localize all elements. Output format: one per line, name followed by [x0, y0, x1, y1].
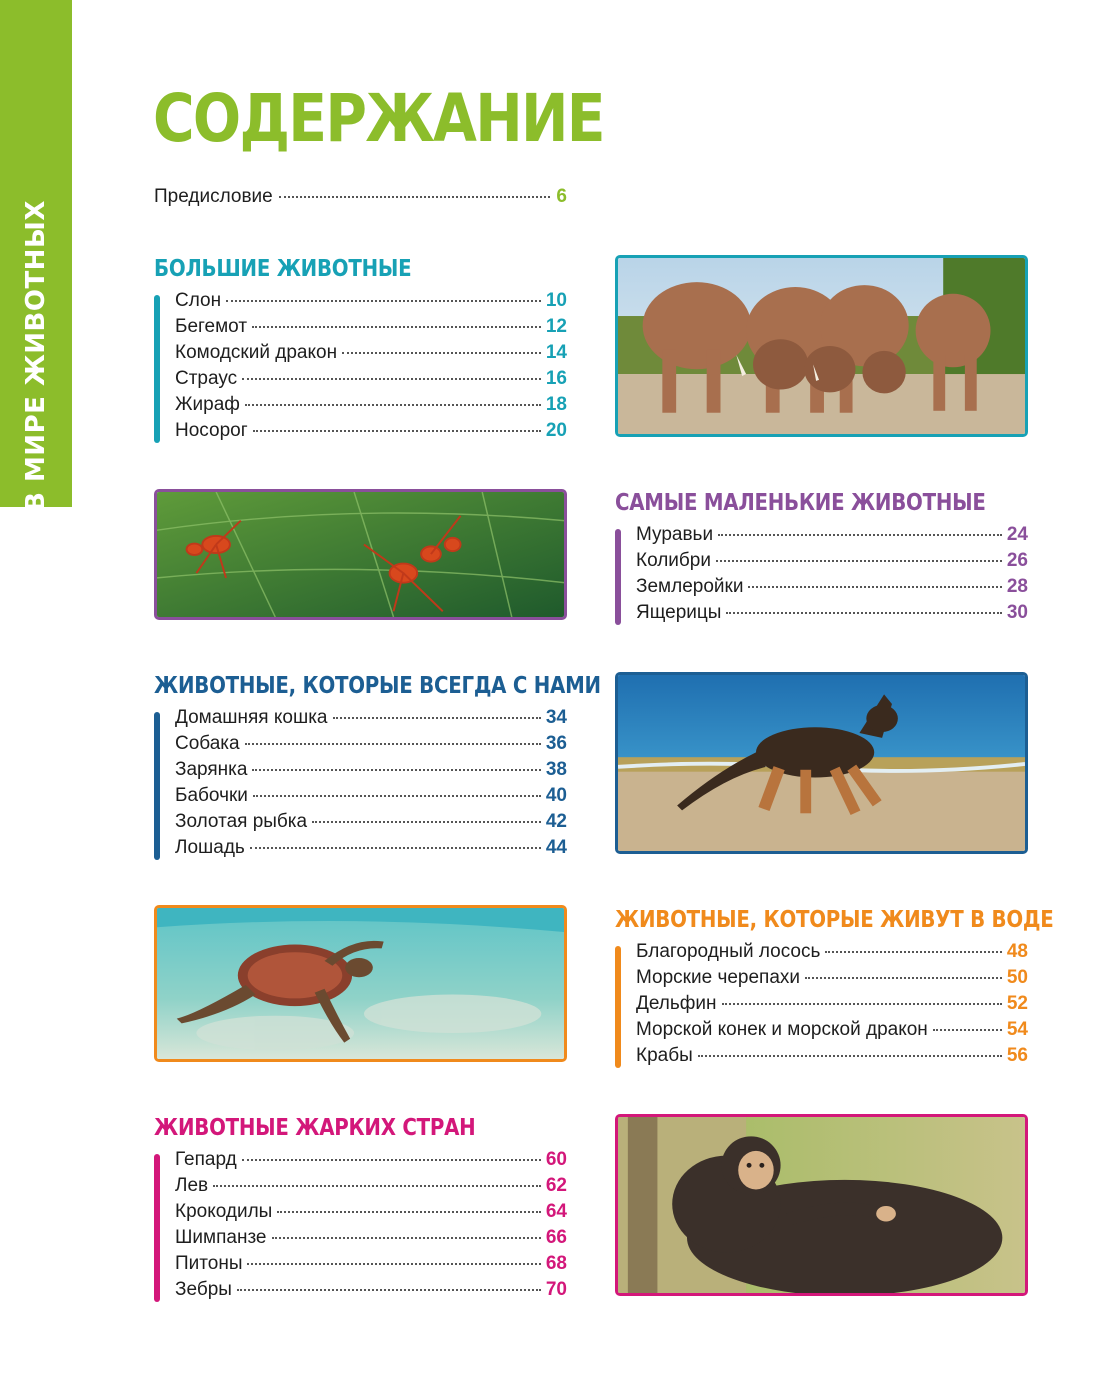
- leader-dots: [933, 1029, 1002, 1031]
- entry-label: Гепард: [175, 1149, 237, 1170]
- entry-label: Землеройки: [636, 576, 744, 597]
- entry-label: Лев: [175, 1175, 209, 1196]
- entry-page-number: 14: [545, 342, 567, 363]
- entry-page-number: 48: [1006, 941, 1028, 962]
- entry-list: [154, 707, 567, 863]
- preface-page: 6: [556, 186, 567, 207]
- entry-label: Крабы: [636, 1045, 693, 1066]
- leader-dots: [718, 534, 1002, 536]
- toc-entry[interactable]: [175, 837, 567, 863]
- preface-label: Предисловие: [154, 186, 273, 207]
- entry-list: [615, 941, 1028, 1071]
- entry-page-number: 26: [1006, 550, 1028, 571]
- toc-entry[interactable]: [175, 1227, 567, 1253]
- entry-label: Домашняя кошка: [175, 707, 328, 728]
- entry-label: Зарянка: [175, 759, 248, 780]
- entry-page-number: 36: [545, 733, 567, 754]
- toc-entry[interactable]: [636, 993, 1028, 1019]
- entry-page-number: 42: [545, 811, 567, 832]
- leader-dots: [312, 821, 541, 823]
- turtle-photo: [154, 905, 567, 1062]
- toc-entry[interactable]: [636, 1045, 1028, 1071]
- toc-entry[interactable]: [636, 967, 1028, 993]
- entry-label: Муравьи: [636, 524, 714, 545]
- toc-entry[interactable]: [175, 811, 567, 837]
- toc-entry[interactable]: [636, 941, 1028, 967]
- entry-page-number: 56: [1006, 1045, 1028, 1066]
- entry-page-number: 68: [545, 1253, 567, 1274]
- toc-entry[interactable]: [175, 420, 567, 446]
- entry-label: Носорог: [175, 420, 248, 441]
- entry-page-number: 60: [545, 1149, 567, 1170]
- entry-page-number: 54: [1006, 1019, 1028, 1040]
- leader-dots: [237, 1289, 541, 1291]
- toc-entry[interactable]: [175, 1201, 567, 1227]
- entry-label: Дельфин: [636, 993, 717, 1014]
- entry-label: Бегемот: [175, 316, 248, 337]
- leader-dots: [253, 795, 541, 797]
- entry-page-number: 30: [1006, 602, 1028, 623]
- entry-page-number: 38: [545, 759, 567, 780]
- ants-photo: [154, 489, 567, 620]
- leader-dots: [253, 430, 541, 432]
- toc-entry[interactable]: [175, 394, 567, 420]
- leader-dots: [226, 300, 541, 302]
- entry-label: Морские черепахи: [636, 967, 801, 988]
- toc-entry[interactable]: [175, 1279, 567, 1305]
- page-title: СОДЕРЖАНИЕ: [153, 80, 604, 157]
- leader-dots: [245, 404, 541, 406]
- entry-page-number: 62: [545, 1175, 567, 1196]
- entry-page-number: 64: [545, 1201, 567, 1222]
- entry-list: [615, 524, 1028, 628]
- entry-page-number: 70: [545, 1279, 567, 1300]
- entry-label: Собака: [175, 733, 240, 754]
- entry-page-number: 20: [545, 420, 567, 441]
- entry-label: Комодский дракон: [175, 342, 338, 363]
- toc-entry[interactable]: [175, 785, 567, 811]
- section-title: ЖИВОТНЫЕ, КОТОРЫЕ ВСЕГДА С НАМИ: [154, 673, 601, 699]
- toc-entry[interactable]: [636, 576, 1028, 602]
- toc-entry[interactable]: [175, 1175, 567, 1201]
- leader-dots: [825, 951, 1001, 953]
- leader-dots: [252, 769, 540, 771]
- entry-label: Зебры: [175, 1279, 232, 1300]
- toc-entry[interactable]: [175, 759, 567, 785]
- dog-photo: [615, 672, 1028, 854]
- entry-label: Жираф: [175, 394, 240, 415]
- entry-label: Слон: [175, 290, 222, 311]
- leader-dots: [279, 196, 551, 198]
- entry-label: Шимпанзе: [175, 1227, 267, 1248]
- toc-entry[interactable]: [175, 342, 567, 368]
- entry-label: Золотая рыбка: [175, 811, 308, 832]
- leader-dots: [242, 378, 541, 380]
- entry-label: Морской конек и морской дракон: [636, 1019, 928, 1040]
- leader-dots: [333, 717, 541, 719]
- entry-page-number: 40: [545, 785, 567, 806]
- leader-dots: [245, 743, 541, 745]
- entry-page-number: 66: [545, 1227, 567, 1248]
- entry-page-number: 16: [545, 368, 567, 389]
- entry-page-number: 52: [1006, 993, 1028, 1014]
- leader-dots: [726, 612, 1001, 614]
- entry-page-number: 12: [545, 316, 567, 337]
- leader-dots: [247, 1263, 540, 1265]
- toc-entry[interactable]: [636, 550, 1028, 576]
- toc-entry[interactable]: [175, 290, 567, 316]
- entry-page-number: 44: [545, 837, 567, 858]
- section-title: БОЛЬШИЕ ЖИВОТНЫЕ: [154, 256, 412, 282]
- toc-entry[interactable]: [175, 733, 567, 759]
- leader-dots: [277, 1211, 541, 1213]
- section-title: САМЫЕ МАЛЕНЬКИЕ ЖИВОТНЫЕ: [615, 490, 986, 516]
- section-big-animals: [154, 256, 567, 446]
- section-companion-animals: [154, 673, 601, 863]
- leader-dots: [698, 1055, 1002, 1057]
- entry-list: [154, 290, 567, 446]
- elephants-photo: [615, 255, 1028, 437]
- leader-dots: [250, 847, 541, 849]
- toc-entry[interactable]: [636, 1019, 1028, 1045]
- toc-entry[interactable]: [175, 1253, 567, 1279]
- leader-dots: [272, 1237, 541, 1239]
- entry-label: Страус: [175, 368, 238, 389]
- entry-page-number: 18: [545, 394, 567, 415]
- toc-entry[interactable]: [175, 707, 567, 733]
- side-tab-text: В МИРЕ ЖИВОТНЫХ: [21, 200, 51, 512]
- section-title: ЖИВОТНЫЕ ЖАРКИХ СТРАН: [154, 1115, 476, 1141]
- section-hot-countries-animals: [154, 1115, 567, 1305]
- leader-dots: [748, 586, 1001, 588]
- entry-page-number: 10: [545, 290, 567, 311]
- preface-entry[interactable]: [154, 186, 567, 208]
- leader-dots: [342, 352, 541, 354]
- entry-label: Лошадь: [175, 837, 245, 858]
- entry-label: Колибри: [636, 550, 711, 571]
- side-tab: [0, 0, 72, 512]
- entry-label: Крокодилы: [175, 1201, 273, 1222]
- entry-page-number: 24: [1006, 524, 1028, 545]
- toc-entry[interactable]: [636, 602, 1028, 628]
- leader-dots: [242, 1159, 541, 1161]
- leader-dots: [252, 326, 541, 328]
- entry-label: Ящерицы: [636, 602, 722, 623]
- entry-label: Бабочки: [175, 785, 248, 806]
- leader-dots: [716, 560, 1002, 562]
- leader-dots: [722, 1003, 1002, 1005]
- entry-page-number: 34: [545, 707, 567, 728]
- leader-dots: [213, 1185, 541, 1187]
- toc-entry[interactable]: [175, 316, 567, 342]
- chimpanzee-photo: [615, 1114, 1028, 1296]
- section-water-animals: [615, 907, 1054, 1071]
- entry-list: [154, 1149, 567, 1305]
- entry-label: Благородный лосось: [636, 941, 821, 962]
- leader-dots: [805, 977, 1002, 979]
- toc-entry[interactable]: [175, 1149, 567, 1175]
- section-title: ЖИВОТНЫЕ, КОТОРЫЕ ЖИВУТ В ВОДЕ: [615, 907, 1054, 933]
- entry-page-number: 28: [1006, 576, 1028, 597]
- entry-page-number: 50: [1006, 967, 1028, 988]
- section-smallest-animals: [615, 490, 1028, 628]
- toc-entry[interactable]: [636, 524, 1028, 550]
- entry-label: Питоны: [175, 1253, 243, 1274]
- toc-entry[interactable]: [175, 368, 567, 394]
